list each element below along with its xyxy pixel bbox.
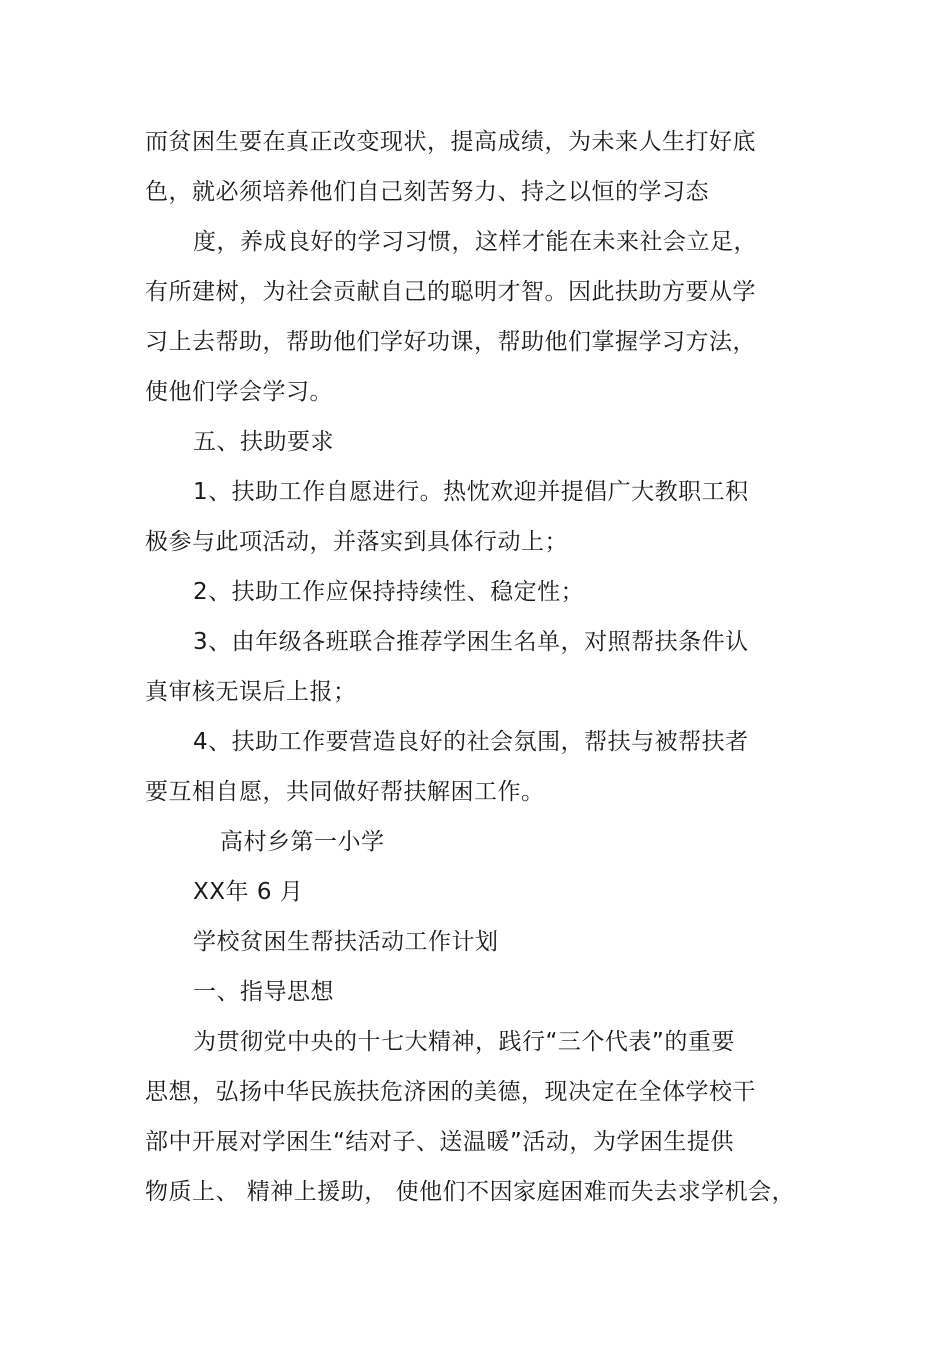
text-line: 习上去帮助，帮助他们学好功课，帮助他们掌握学习方法， bbox=[145, 329, 756, 355]
text-line: 度，养成良好的学习习惯，这样才能在未来社会立足， bbox=[193, 229, 757, 255]
section-heading: 一、指导思想 bbox=[193, 979, 334, 1005]
text-line: 4、扶助工作要营造良好的社会氛围，帮扶与被帮扶者 bbox=[193, 729, 749, 755]
text-line: 1、扶助工作自愿进行。热忱欢迎并提倡广大教职工积 bbox=[193, 479, 749, 505]
text-line: 极参与此项活动，并落实到具体行动上； bbox=[145, 529, 568, 555]
text-line: 为贯彻党中央的十七大精神，践行“三个代表”的重要 bbox=[193, 1029, 735, 1055]
text-line: 真审核无误后上报； bbox=[145, 679, 357, 705]
text-line: 3、由年级各班联合推荐学困生名单，对照帮扶条件认 bbox=[193, 629, 749, 655]
text-line: 部中开展对学困生“结对子、送温暖”活动，为学困生提供 bbox=[145, 1129, 734, 1155]
section-heading: 五、扶助要求 bbox=[193, 429, 334, 455]
text-line: 使他们学会学习。 bbox=[145, 379, 333, 405]
document-title: 学校贫困生帮扶活动工作计划 bbox=[193, 929, 499, 955]
text-line: 要互相自愿，共同做好帮扶解困工作。 bbox=[145, 779, 545, 805]
text-line: 物质上、 精神上援助， 使他们不因家庭困难而失去求学机会， bbox=[145, 1179, 796, 1205]
text-line: 而贫困生要在真正改变现状，提高成绩，为未来人生打好底 bbox=[145, 129, 756, 155]
text-line: 思想，弘扬中华民族扶危济困的美德，现决定在全体学校干 bbox=[145, 1079, 756, 1105]
signature-org: 高村乡第一小学 bbox=[220, 829, 385, 855]
signature-date: XX年 6 月 bbox=[193, 879, 304, 905]
text-line: 色，就必须培养他们自己刻苦努力、持之以恒的学习态 bbox=[145, 179, 709, 205]
text-line: 有所建树，为社会贡献自己的聪明才智。因此扶助方要从学 bbox=[145, 279, 756, 305]
text-line: 2、扶助工作应保持持续性、稳定性； bbox=[193, 579, 585, 605]
